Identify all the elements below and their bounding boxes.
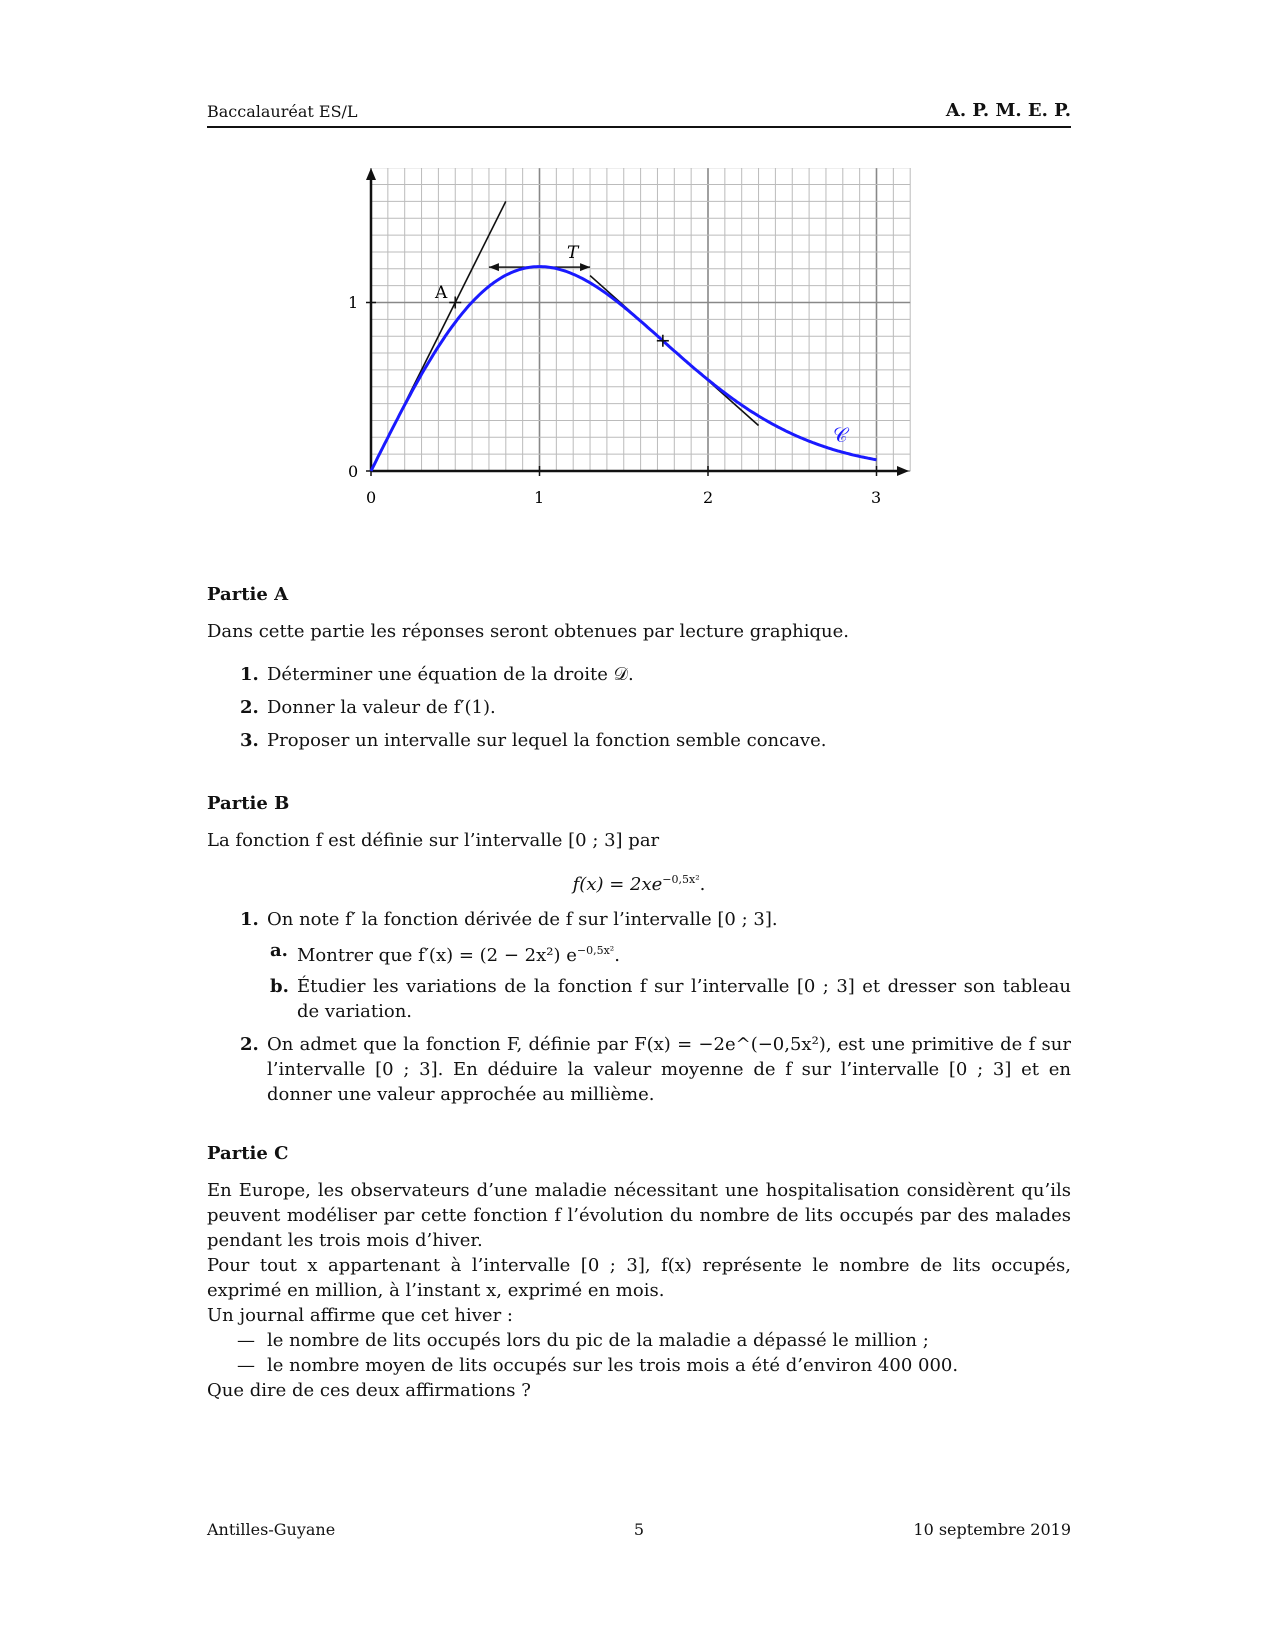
footer-left: Antilles-Guyane (207, 1520, 336, 1539)
y-tick-label-0: 0 (348, 462, 359, 481)
claim-1-text: le nombre de lits occupés lors du pic de la maladie a dépassé le million ; (267, 1330, 929, 1351)
part-c-paragraph-1: En Europe, les observateurs d’une maladie nécessitant une hospitalisation considèrent qu’ils peuvent modéliser par cette fonction f l’évolution du nombre de lits occupés par des malades pendant les trois mois d’hiver. (207, 1180, 1071, 1251)
question-number: 1. (240, 909, 259, 930)
exercise-content (207, 582, 1071, 1403)
claim-2 (207, 1353, 1071, 1378)
list-item (207, 662, 1071, 687)
question-number: 2. (240, 1034, 259, 1055)
part-a-title: Partie A (207, 584, 289, 605)
x-tick-label-1: 1 (534, 488, 545, 507)
question-text: On admet que la fonction F, définie par F(x) = −2e^(−0,5x²), est une primitive de f sur l’intervalle [0 ; 3]. En déduire la valeur moyenne de f sur l’intervalle [0 ; 3] et en donner une valeur approchée au millième. (267, 1034, 1071, 1105)
x-tick-label-0: 0 (366, 488, 377, 507)
part-b-intro: La fonction f est définie sur l’intervalle [0 ; 3] par (207, 830, 660, 851)
sub-question-text: Montrer que f′(x) = (2 − 2x²) e (297, 945, 577, 966)
list-item (207, 695, 1071, 720)
question-number: 3. (240, 730, 259, 751)
x-axis-arrow (897, 466, 909, 476)
part-a-intro: Dans cette partie les réponses seront obtenues par lecture graphique. (207, 621, 849, 642)
axes (366, 168, 909, 476)
function-formula: $f(x) = 2xe^{-0,5x^2}$. (572, 873, 706, 895)
point-a-label: A (435, 283, 448, 303)
point-markers (449, 297, 669, 347)
header-right: A. P. M. E. P. (945, 100, 1071, 121)
question-number: 2. (240, 697, 259, 718)
question-text: Donner la valeur de f′(1). (267, 697, 496, 718)
formula-base: f(x) = 2xe (572, 874, 663, 895)
page-header (207, 100, 1071, 128)
sub-question-exponent: −0,5x² (576, 944, 615, 957)
sub-questions (267, 938, 1071, 1024)
part-c-paragraph-2: Pour tout x appartenant à l’intervalle [0 ; 3], f(x) représente le nombre de lits occupés, exprimé en million, à l’instant x, exprimé en mois. (207, 1255, 1071, 1301)
header-left: Baccalauréat ES/L (207, 102, 358, 121)
list-item: a. Montrer que f′(x) = (2 − 2x²) $e^{-0,5x^2}$. (270, 940, 620, 966)
formula-exponent: −0,5x² (662, 873, 700, 886)
question-text: Déterminer une équation de la droite 𝒟. (267, 664, 634, 685)
x-tick-label-2: 2 (703, 488, 714, 507)
question-number: 1. (240, 664, 259, 685)
tangent-t-arrow-left (489, 263, 499, 271)
part-b-title: Partie B (207, 793, 290, 814)
tangent-t-label: T (567, 243, 579, 263)
tick-labels (348, 293, 881, 507)
sub-question-letter: a. (270, 940, 288, 961)
footer-date: 10 septembre 2019 (913, 1520, 1071, 1539)
function-graph (345, 168, 965, 550)
list-item (207, 728, 1071, 753)
y-axis-arrow (366, 168, 376, 180)
list-item (207, 907, 1071, 1024)
part-b-questions (207, 907, 1071, 1107)
tangent-t-arrow-right (580, 263, 590, 271)
part-c-paragraph-3: Un journal affirme que cet hiver : (207, 1305, 513, 1326)
part-a-questions (207, 662, 1071, 753)
part-c-title: Partie C (207, 1143, 289, 1164)
part-c-question: Que dire de ces deux affirmations ? (207, 1380, 531, 1401)
claim-1 (207, 1328, 1071, 1353)
curve-label: 𝒞 (833, 423, 848, 447)
claim-2-text: le nombre moyen de lits occupés sur les trois mois a été d’environ 400 000. (267, 1355, 959, 1376)
sub-question-text: Étudier les variations de la fonction f sur l’intervalle [0 ; 3] et dresser son tableau de variation. (297, 976, 1071, 1022)
question-text: On note f′ la fonction dérivée de f sur l’intervalle [0 ; 3]. (267, 909, 778, 930)
list-item (207, 1032, 1071, 1107)
question-text: Proposer un intervalle sur lequel la fonction semble concave. (267, 730, 827, 751)
list-item (267, 974, 1071, 1024)
y-tick-label-1: 1 (348, 293, 359, 312)
sub-question-letter: b. (270, 976, 289, 997)
x-tick-label-3: 3 (871, 488, 882, 507)
page-number: 5 (633, 1520, 645, 1539)
